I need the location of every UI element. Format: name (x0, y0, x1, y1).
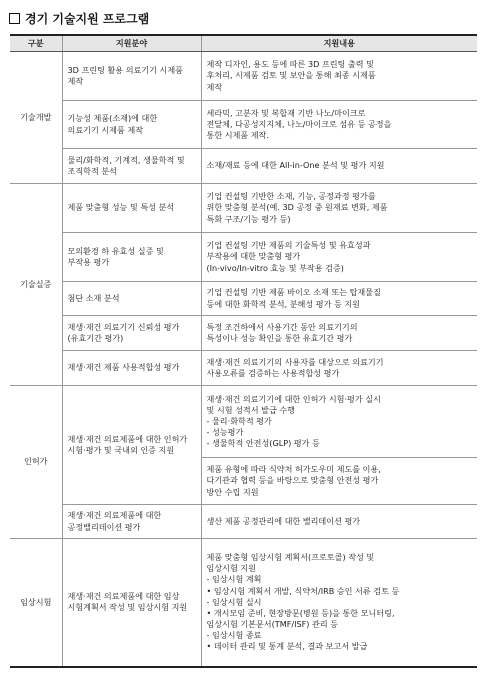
header-field: 지원분야 (62, 35, 201, 52)
content-cell: 제작 디자인, 용도 등에 따른 3D 프린팅 출력 및 후처리, 시제품 검토 및 보안을 통해 최종 시제품 제작 (201, 52, 477, 101)
support-program-table (10, 34, 477, 668)
table-row (10, 282, 477, 316)
category-cell: 기술개발 (10, 52, 62, 184)
field-cell: 모의환경 하 유효성 실증 및 부작용 평가 (62, 233, 201, 282)
checkbox-icon (9, 13, 20, 24)
content-cell: 기업 컨설팅 기반한 소재, 기능, 공정과정 평가를 위한 맞춤형 분석(예. 3D 공정 중 원재료 변화, 제품 특화 구조/기능 평가 등) (201, 184, 477, 233)
field-cell: 제품 맞춤형 성능 및 특성 분석 (62, 184, 201, 233)
header-category: 구분 (10, 35, 62, 52)
field-cell: 물리/화학적, 기계적, 생물학적 및 조직학적 분석 (62, 149, 201, 184)
content-cell: 세라믹, 고분자 및 복합재 기반 나노/마이크로 전달체, 다공성지지체, 나노/마이크로 섬유 등 공정을 통한 시제품 제작. (201, 101, 477, 149)
category-cell: 인허가 (10, 386, 62, 539)
content-cell: 재생·재건 의료기기에 대한 인허가 시험·평가 실시 및 시험 성적서 발급 수행 - 물리·화학적 평가 - 성능평가 - 생물학적 안전성(GLP) 평가 등 (201, 386, 477, 458)
field-cell: 기능성 제품(소재)에 대한 의료기기 시제품 제작 (62, 101, 201, 149)
header-content: 지원내용 (201, 35, 477, 52)
table-row (10, 539, 477, 667)
field-cell: 3D 프린팅 활용 의료기기 시제품 제작 (62, 52, 201, 101)
field-cell: 첨단 소재 분석 (62, 282, 201, 316)
content-cell: 기업 컨설팅 기반 제품 바이오 소재 또는 탑재물질 등에 대한 화학적 분석, 분해성 평가 등 지원 (201, 282, 477, 316)
table-header-row (10, 35, 477, 52)
table-row (10, 184, 477, 233)
table-row (10, 233, 477, 282)
section-title (9, 10, 149, 27)
field-cell: 재생·재건 의료제품에 대한 공정밸리데이션 평가 (62, 505, 201, 539)
field-cell: 재생·재건 의료제품에 대한 임상 시험계획서 작성 및 임상시험 지원 (62, 539, 201, 667)
content-cell: 재생·재건 의료기기의 사용자를 대상으로 의료기기 사용오류를 검증하는 사용적합성 평가 (201, 351, 477, 386)
table-row (10, 316, 477, 351)
category-cell: 기술실증 (10, 184, 62, 386)
field-cell: 재생·재건 제품 사용적합성 평가 (62, 351, 201, 386)
table-row (10, 149, 477, 184)
table-row (10, 351, 477, 386)
content-cell: 제품 맞춤형 임상시험 계획서(프로토콜) 작성 및 임상시험 지원 - 임상시험 계획 • 임상시험 계획서 개발, 식약처/IRB 승인 서류 검토 등 - 임상시험 실시 • 개시모임 준비, 현장방문(병원 등)을 통한 모니터링, 임상시험 기본문서(TMF/ISF) 관리 등 - 임상시험 종료 • 데이터 관리 및 통계 분석, 결과 보고서 발급 (201, 539, 477, 667)
field-cell: 재생·재건 의료기기 신뢰성 평가 (유효기간 평가) (62, 316, 201, 351)
table-row (10, 386, 477, 458)
table-row (10, 505, 477, 539)
field-cell: 재생·재건 의료제품에 대한 인허가 시험·평가 및 국내외 인증 지원 (62, 386, 201, 505)
table-row (10, 101, 477, 149)
content-cell: 특정 조건하에서 사용기간 동안 의료기기의 특성이나 성능 확인을 통한 유효기간 평가 (201, 316, 477, 351)
category-cell: 임상시험 (10, 539, 62, 667)
section-title-text: 경기 기술지원 프로그램 (25, 12, 150, 26)
table-row (10, 52, 477, 101)
content-cell: 소재/재료 등에 대한 All-in-One 분석 및 평가 지원 (201, 149, 477, 184)
content-cell: 생산 제품 공정관리에 대한 밸리데이션 평가 (201, 505, 477, 539)
content-cell: 기업 컨설팅 기반 제품의 기술특성 및 유효성과 부작용에 대한 맞춤형 평가 (In-vivo/In-vitro 효능 및 부작용 검증) (201, 233, 477, 282)
content-cell: 제품 유형에 따라 식약처 허가도우미 제도를 이용, 다기관과 협력 등을 바탕으로 맞춤형 안전성 평가 방안 수립 지원 (201, 458, 477, 505)
